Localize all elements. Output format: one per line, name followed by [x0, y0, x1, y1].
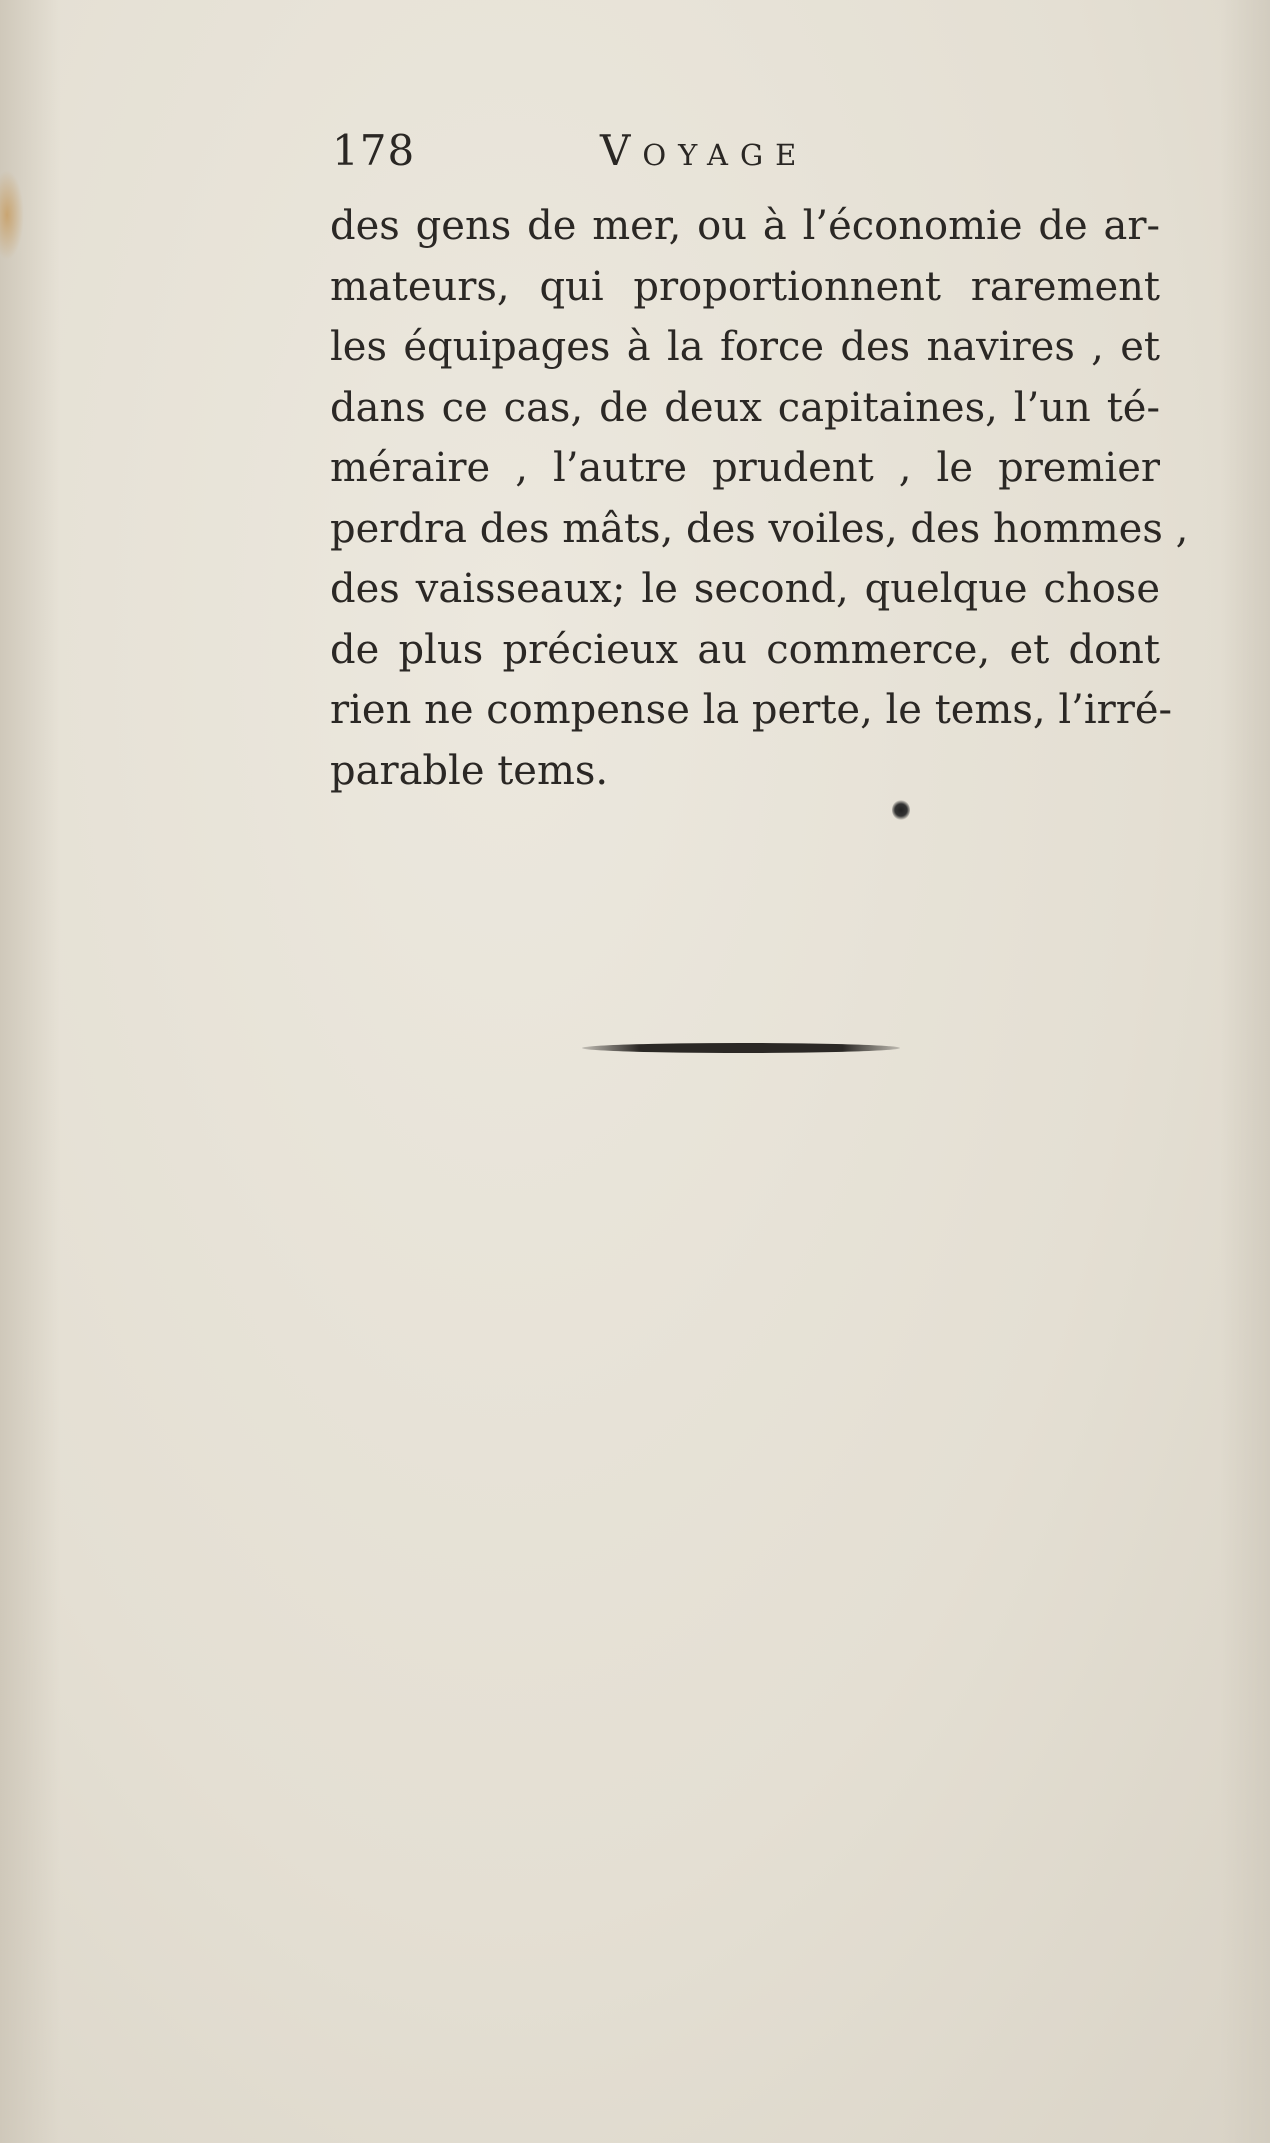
page-number: 178: [332, 126, 416, 175]
text-line: perdra des mâts, des voiles, des hommes ,: [330, 505, 1189, 552]
page-header: [332, 126, 1162, 186]
text-line: des vaisseaux; le second, quelque chose: [330, 566, 1160, 612]
running-title: Voyage: [600, 126, 809, 175]
page-gutter-shadow: [0, 0, 60, 2143]
text-line: parable tems.: [330, 747, 609, 794]
paragraph: [330, 196, 1189, 801]
text-line: mateurs, qui proportionnent rarement: [330, 263, 1160, 310]
text-line: rien ne compense la perte, le tems, l’irré-: [330, 687, 1173, 733]
text-line: méraire , l’autre prudent , le premier: [330, 445, 1160, 491]
page-edge-shadow: [1220, 0, 1270, 2143]
text-line: les équipages à la force des navires , et: [330, 324, 1160, 370]
text-line: des gens de mer, ou à l’économie de ar-: [330, 203, 1160, 249]
section-divider-rule: [582, 1043, 900, 1053]
ink-spot: [892, 800, 910, 820]
text-line: de plus précieux au commerce, et dont: [330, 626, 1160, 673]
text-line: dans ce cas, de deux capitaines, l’un té-: [330, 384, 1160, 431]
